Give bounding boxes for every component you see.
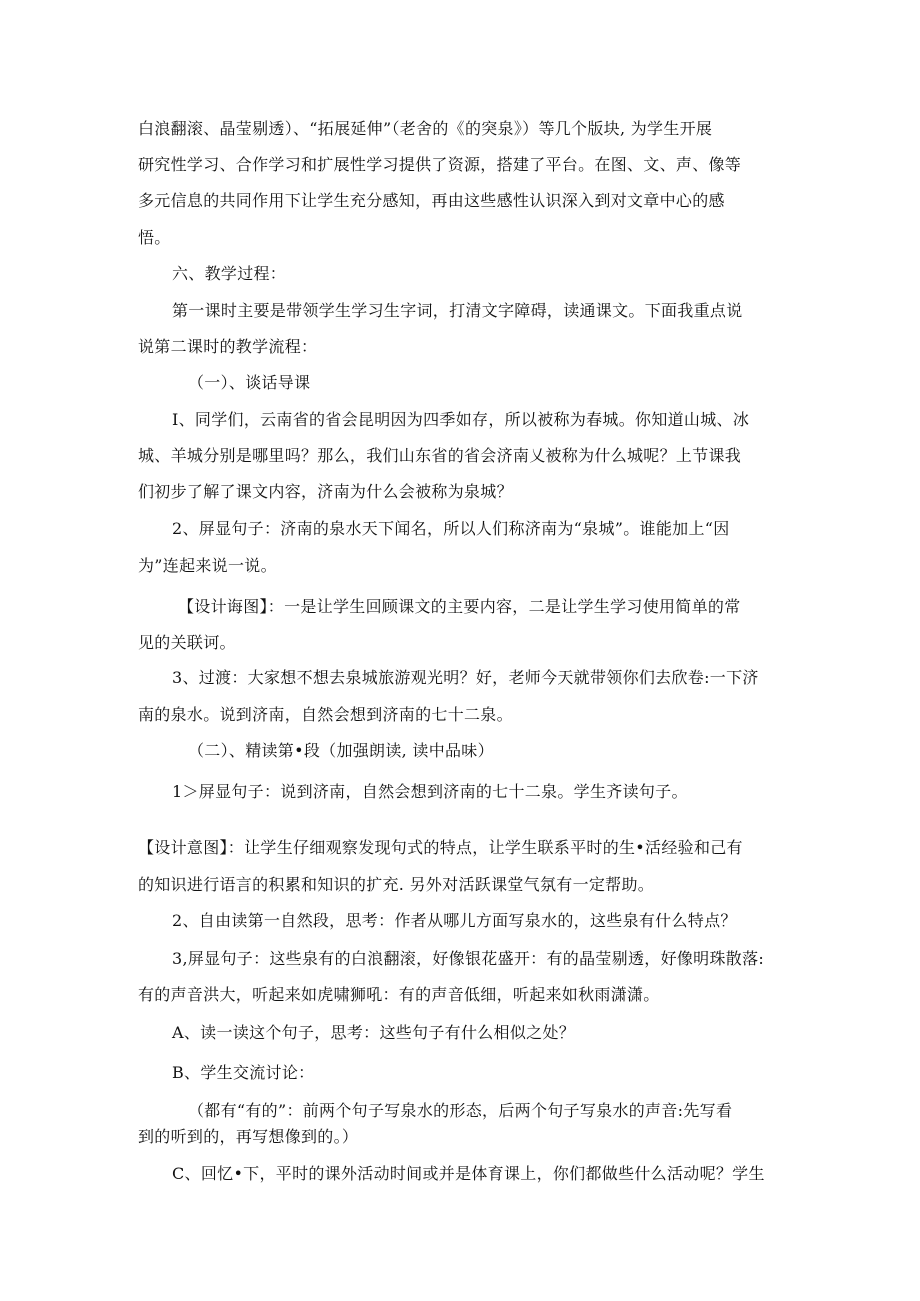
design-intent-line: 【设计意图】：让学生仔细观察发现句式的特点，让学生联系平时的生•活经验和己有 (138, 838, 743, 857)
text-line: 白浪翻滚、晶莹剔透）、“拓展延伸”（老舍的《的突泉》）等几个版块, 为学生开展 (138, 119, 713, 138)
text-line: A、读一读这个句子，思考：这些句子有什么相似之处？ (172, 1023, 576, 1042)
subsection-heading: （一）、谈话导课 (188, 373, 311, 392)
text-line: 1＞屏显句子：说到济南，自然会想到济南的七十二泉。学生齐读句子。 (172, 782, 688, 801)
text-line: 到的听到的，再写想像到的。） (138, 1127, 359, 1146)
text-line: 城、羊城分别是哪里吗？那么，我们山东省的省会济南乂被称为什么城呢？上节课我 (138, 446, 742, 465)
text-line: 悟。 (138, 228, 171, 247)
text-line: 3,屏显句子：这些泉有的白浪翻滚，好像银花盛开：有的晶莹剔透，好像明珠散落: (172, 949, 765, 968)
text-line: 2、自由读第一自然段，思考：作者从哪儿方面写泉水的，这些泉有什么特点？ (172, 911, 737, 930)
text-line: 3、过渡：大家想不想去泉城旅游观光明？好，老师今天就带领你们去欣卷:一下济 (172, 668, 759, 687)
text-line: 有的声音洪大，听起来如虎啸狮吼：有的声音低细，听起来如秋雨潇潇。 (138, 985, 660, 1004)
text-line: C、回忆•下，平时的课外活动时间或并是体育课上，你们都做些什么活动呢？学生 (172, 1164, 765, 1183)
section-heading: 六、教学过程： (172, 264, 287, 283)
text-line: 见的关联诃。 (138, 633, 236, 652)
text-line: I、同学们，云南省的省会昆明因为四季如存，所以被称为春城。你知道山城、冰 (172, 410, 750, 429)
text-line: 为”连起来说一说。 (138, 556, 277, 575)
text-line: 2、屏显句子：济南的泉水天下闻名，所以人们称济南为“泉城”。谁能加上“因 (172, 519, 730, 538)
text-line: 第一课时主要是带领学生学习生字词，打清文字障碍，读通课文。下面我重点说 (172, 301, 743, 320)
text-line: 多元信息的共同作用下让学生充分感知，再由这些感性认识深入到对文章中心的感 (138, 191, 725, 210)
text-line: 说第二课时的教学流程： (138, 337, 318, 356)
design-intent-line: 【设计诲图】：一是让学生回顾课文的主要内容，二是让学生学习使用简单的常 (178, 597, 741, 616)
text-line: （都有“有的”：前两个句子写泉水的形态，后两个句子写泉水的声音:先写看 (188, 1101, 733, 1120)
text-line: 的知识进行语言的积累和知识的扩充. 另外对活跃课堂气氛有一定帮助。 (138, 875, 655, 894)
text-line: 南的泉水。说到济南，自然会想到济南的七十二泉。 (138, 705, 513, 724)
subsection-heading: （二）、精读第•段（加强朗读, 读中品味） (188, 741, 494, 760)
text-line: 研究性学习、合作学习和扩展性学习提供了资源，搭建了平台。在图、文、声、像等 (138, 155, 742, 174)
text-line: 们初步了解了课文内容，济南为什么会被称为泉城？ (138, 482, 513, 501)
text-line: B、学生交流讨论： (172, 1063, 315, 1082)
